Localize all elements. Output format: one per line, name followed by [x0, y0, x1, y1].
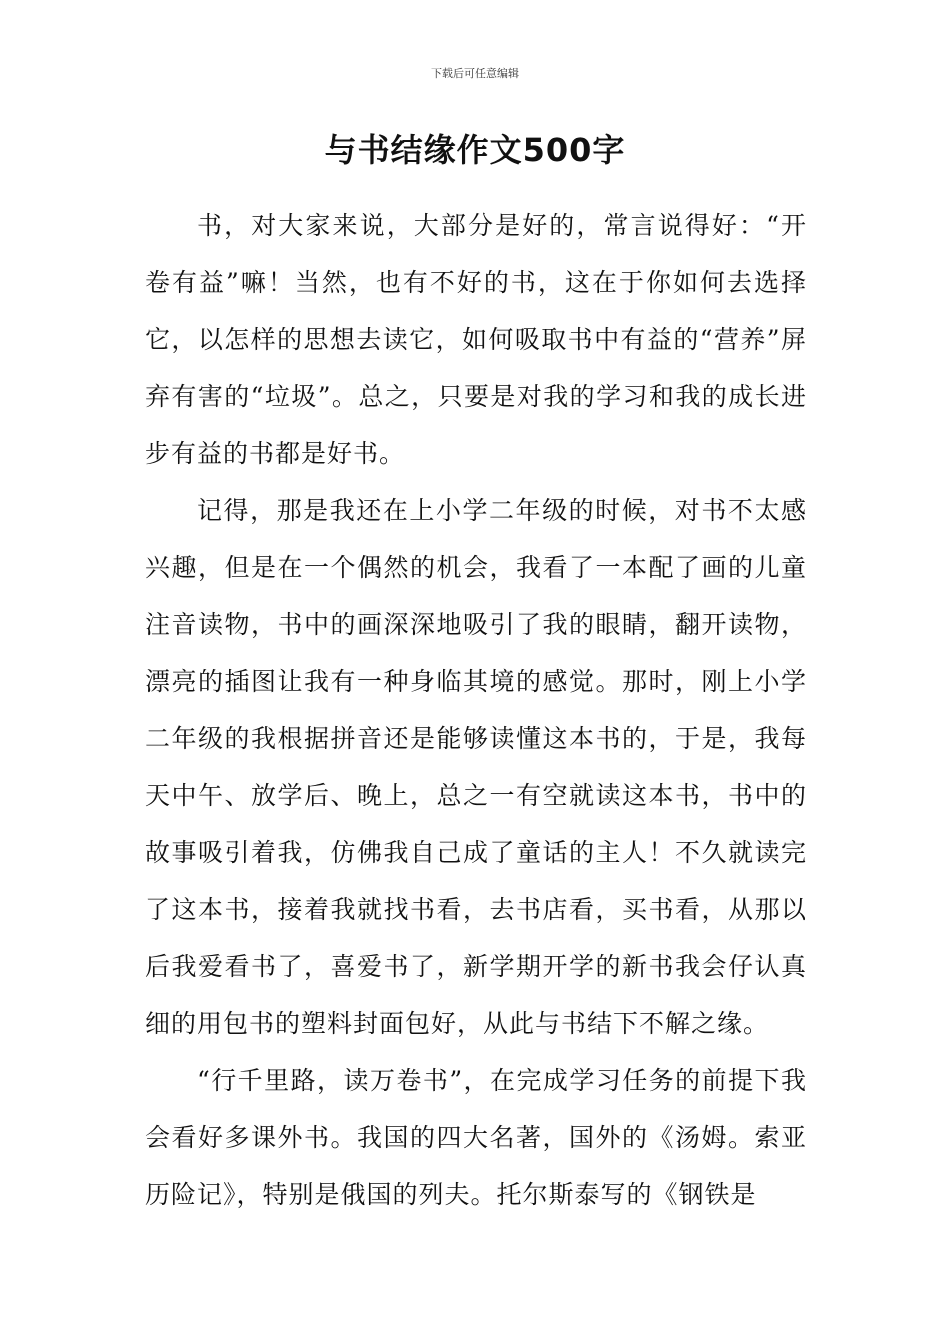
document-body — [145, 197, 807, 1223]
document-title: 与书结缘作文500字 — [324, 131, 626, 169]
paragraph-3: “行千里路，读万卷书”，在完成学习任务的前提下我会看好多课外书。我国的四大名著，国外的《汤姆。索亚历险记》，特别是俄国的列夫。托尔斯泰写的《钢铁是 — [145, 1066, 807, 1209]
paragraph-2: 记得，那是我还在上小学二年级的时候，对书不太感兴趣，但是在一个偶然的机会，我看了一本配了画的儿童注音读物，书中的画深深地吸引了我的眼睛，翻开读物，漂亮的插图让我有一种身临其境的感觉。那时，刚上小学二年级的我根据拼音还是能够读懂这本书的，于是，我每天中午、放学后、晚上，总之一有空就读这本书，书中的故事吸引着我，仿佛我自己成了童话的主人！不久就读完了这本书，接着我就找书看，去书店看，买书看，从那以后我爱看书了，喜爱书了，新学期开学的新书我会仔认真细的用包书的塑料封面包好，从此与书结下不解之缘。 — [145, 496, 807, 1038]
paragraph-1: 书，对大家来说，大部分是好的，常言说得好：“开卷有益”嘛！当然，也有不好的书，这在于你如何去选择它，以怎样的思想去读它，如何吸取书中有益的“营养”屏弃有害的“垃圾”。总之，只要是对我的学习和我的成长进步有益的书都是好书。 — [145, 211, 807, 468]
header-note: 下载后可任意编辑 — [431, 67, 519, 80]
